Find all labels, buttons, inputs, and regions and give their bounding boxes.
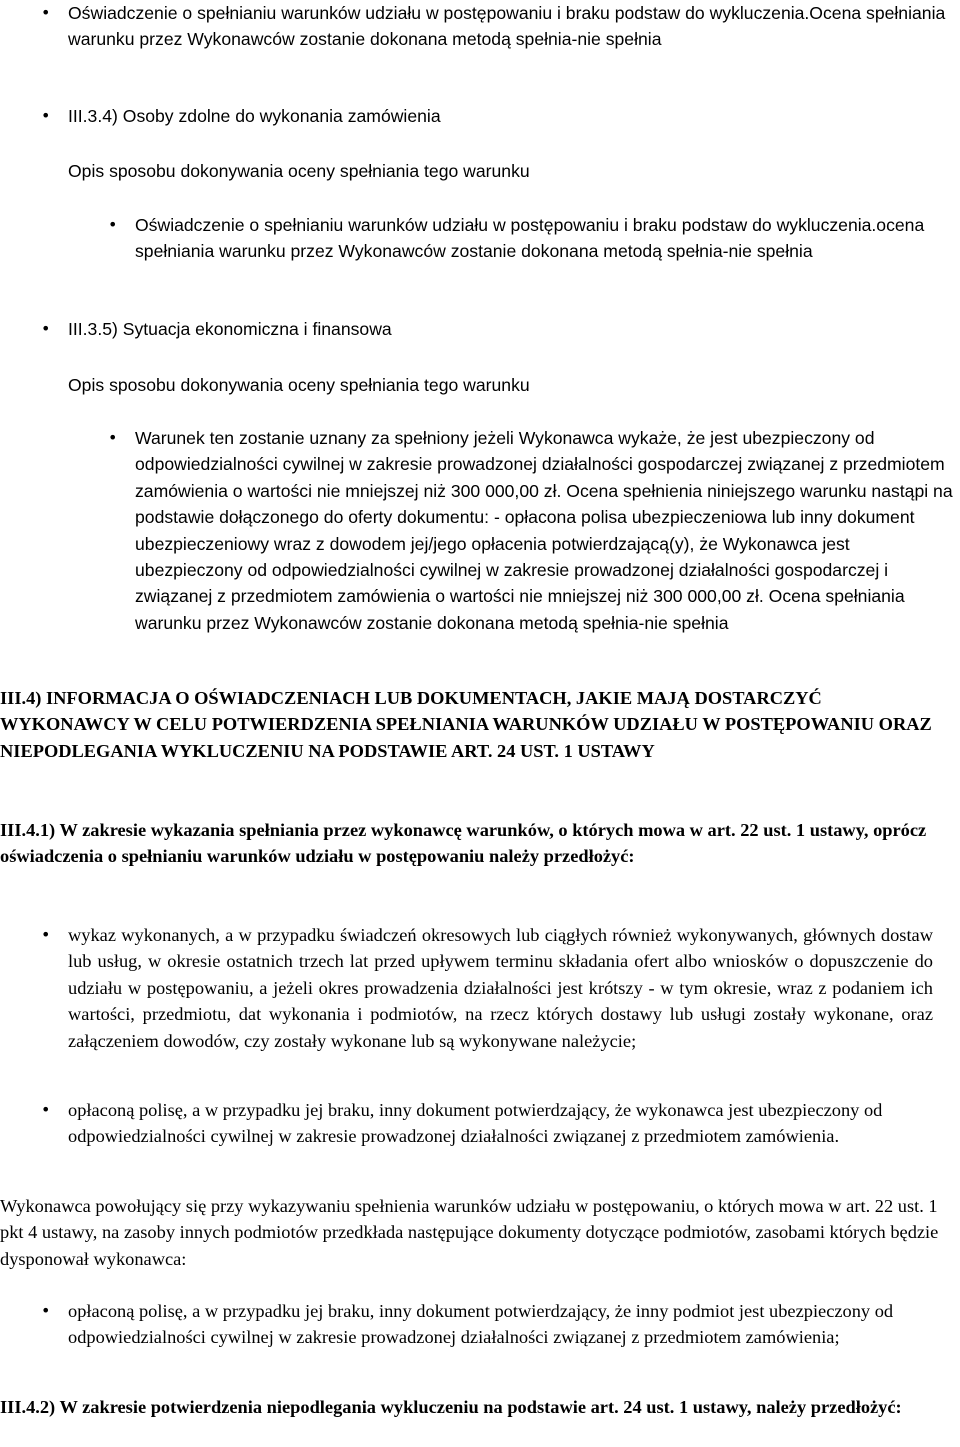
bullet-list-1 xyxy=(68,0,948,53)
list-item: • Warunek ten zostanie uznany za spełniony jeżeli Wykonawca wykaże, że jest ubezpieczony od odpowiedzialności cywilnej w zakresie prowadzonej działalności gospodarczej związanej z przedmiotem zamówienia o wartości nie mniejszej niż 300 000,00 zł. Ocena spełnienia niniejszego warunku nastąpi na podstawie dołączonego do oferty dokumentu: - opłacona polisa ubezpieczeniowa lub inny dokument ubezpieczeniowy wraz z dowodem jej/jego opłacenia potwierdzającą(y), że Wykonawca jest ubezpieczony od odpowiedzialności cywilnej w zakresie prowadzonej działalności gospodarczej i związanej z przedmiotem zamówienia o wartości nie mniejszej niż 300 000,00 zł. Ocena spełniania warunku przez Wykonawców zostanie dokonana metodą spełnia-nie spełnia xyxy=(135,425,960,636)
bullet-list-8 xyxy=(68,1298,948,1351)
list-item: • wykaz wykonanych, a w przypadku świadczeń okresowych lub ciągłych również wykonywanych, głównych dostaw lub usług, w okresie ostatnich trzech lat przed upływem terminu składania ofert albo wniosków o dopuszczenie do udziału w postępowaniu, a jeżeli okres prowadzenia działalności jest krótszy - w tym okresie, wraz z podaniem ich wartości, przedmiotu, dat wykonania i podmiotów, na rzecz których dostawy lub usługi zostały wykonane, oraz załączeniem dowodów, czy zostały wykonane lub są wykonywane należycie; xyxy=(68,922,933,1054)
section-heading: III.4) INFORMACJA O OŚWIADCZENIACH LUB DOKUMENTACH, JAKIE MAJĄ DOSTARCZYĆ WYKONAWCY W CELU POTWIERDZENIA SPEŁNIANIA WARUNKÓW UDZIAŁU W POSTĘPOWANIU ORAZ NIEPODLEGANIA WYKLUCZENIU NA PODSTAWIE ART. 24 UST. 1 USTAWY xyxy=(0,688,932,761)
section-heading: III.4.2) W zakresie potwierdzenia niepodlegania wykluczeniu na podstawie art. 24 ust. 1 ustawy, należy przedłożyć: xyxy=(0,1397,902,1417)
bullet-list-3 xyxy=(135,212,950,265)
section-description: Opis sposobu dokonywania oceny spełniania tego warunku xyxy=(68,161,530,181)
list-item: • Oświadczenie o spełnianiu warunków udziału w postępowaniu i braku podstaw do wykluczenia.ocena spełniania warunku przez Wykonawców zostanie dokonana metodą spełnia-nie spełnia xyxy=(135,212,950,265)
bullet-list-7 xyxy=(68,1097,948,1150)
bullet-list-2 xyxy=(68,103,948,129)
bullet-list-4 xyxy=(68,316,948,342)
section-heading: III.4.1) W zakresie wykazania spełniania przez wykonawcę warunków, o których mowa w art. 22 ust. 1 ustawy, oprócz oświadczenia o spełnianiu warunków udziału w postępowaniu należy przedłożyć: xyxy=(0,820,927,867)
list-item: • Oświadczenie o spełnianiu warunków udziału w postępowaniu i braku podstaw do wykluczenia.Ocena spełniania warunku przez Wykonawców zostanie dokonana metodą spełnia-nie spełnia xyxy=(68,0,948,53)
bullet-list-5 xyxy=(135,425,960,636)
paragraph: Wykonawca powołujący się przy wykazywaniu spełnienia warunków udziału w postępowaniu, o których mowa w art. 22 ust. 1 pkt 4 ustawy, na zasoby innych podmiotów przedkłada następujące dokumenty dotyczące podmiotów, zasobami których będzie dysponował wykonawca: xyxy=(0,1196,939,1269)
list-item: • opłaconą polisę, a w przypadku jej braku, inny dokument potwierdzający, że inny podmiot jest ubezpieczony od odpowiedzialności cywilnej w zakresie prowadzonej działalności związanej z przedmiotem zamówienia; xyxy=(68,1298,948,1351)
list-item: • opłaconą polisę, a w przypadku jej braku, inny dokument potwierdzający, że wykonawca jest ubezpieczony od odpowiedzialności cywilnej w zakresie prowadzonej działalności związanej z przedmiotem zamówienia. xyxy=(68,1097,948,1150)
list-item: • III.3.5) Sytuacja ekonomiczna i finansowa xyxy=(68,316,948,342)
section-description: Opis sposobu dokonywania oceny spełniania tego warunku xyxy=(68,375,530,395)
list-item: • III.3.4) Osoby zdolne do wykonania zamówienia xyxy=(68,103,948,129)
bullet-list-6 xyxy=(68,922,933,1054)
